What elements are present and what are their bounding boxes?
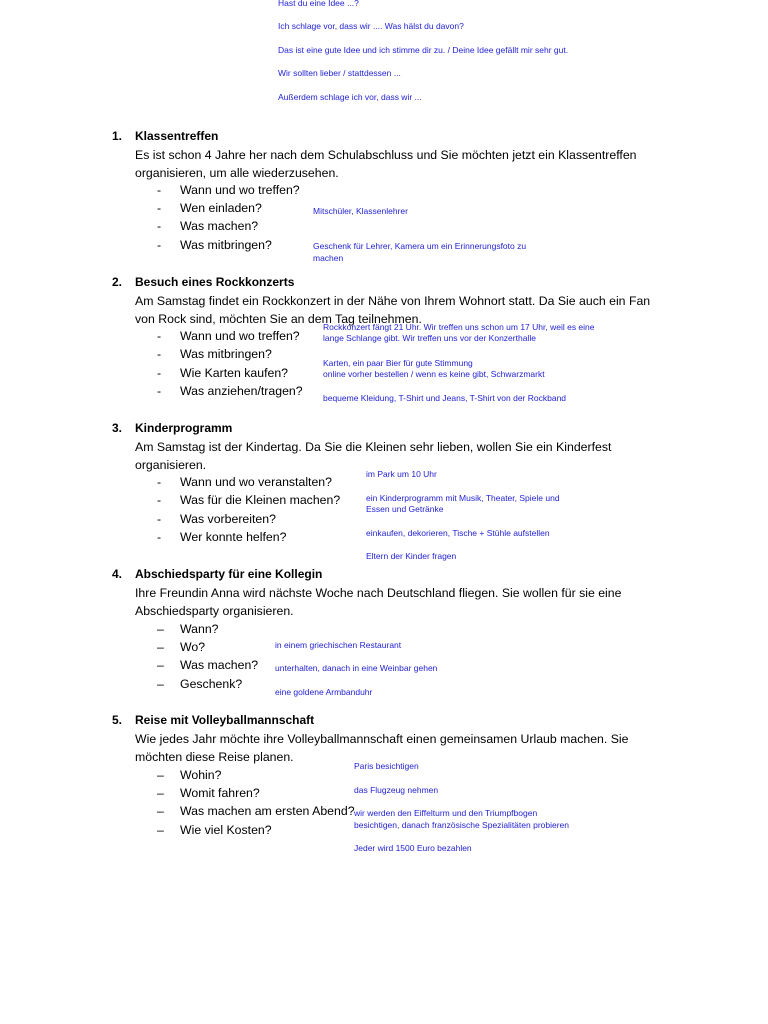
answer-note: Geschenk für Lehrer, Kamera um ein Erinnerungsfoto zu <box>313 241 527 251</box>
answer-note: besichtigen, danach französische Spezialitäten probieren <box>354 820 569 830</box>
answer-note: lange Schlange gibt. Wir treffen uns vor der Konzerthalle <box>323 333 536 343</box>
question: Wer konnte helfen? <box>180 530 287 544</box>
section-text: Wie jedes Jahr möchte ihre Volleyballmannschaft einen gemeinsamen Urlaub machen. Sie <box>135 732 629 746</box>
question: Was für die Kleinen machen? <box>180 493 341 507</box>
phrase: Ich schlage vor, dass wir .... Was hälst du davon? <box>278 21 464 31</box>
answer-note: Mitschüler, Klassenlehrer <box>313 206 408 216</box>
phrase: Wir sollten lieber / stattdessen ... <box>278 68 401 78</box>
bullet: - <box>157 493 162 507</box>
phrase: Das ist eine gute Idee und ich stimme dir zu. / Deine Idee gefällt mir sehr gut. <box>278 45 569 55</box>
answer-note: ein Kinderprogramm mit Musik, Theater, Spiele und <box>366 493 560 503</box>
section-text: organisieren. <box>135 458 207 472</box>
question: Was vorbereiten? <box>180 512 276 526</box>
section-title: Reise mit Volleyballmannschaft <box>135 713 315 727</box>
section-text: organisieren, um alle wiederzusehen. <box>135 166 339 180</box>
bullet: - <box>157 366 162 380</box>
question: Was mitbringen? <box>180 347 272 361</box>
bullet: – <box>157 622 164 636</box>
section-text: Ihre Freundin Anna wird nächste Woche nach Deutschland fliegen. Sie wollen für sie eine <box>135 586 622 600</box>
answer-note: in einem griechischen Restaurant <box>275 640 402 650</box>
question: Wann und wo treffen? <box>180 183 300 197</box>
question: Was machen? <box>180 219 259 233</box>
bullet: - <box>157 530 162 544</box>
answer-note: bequeme Kleidung, T-Shirt und Jeans, T-Shirt von der Rockband <box>323 393 567 403</box>
section-title: Klassentreffen <box>135 129 219 143</box>
bullet: – <box>157 804 164 818</box>
bullet: - <box>157 183 162 197</box>
bullet: - <box>157 238 162 252</box>
bullet: - <box>157 475 162 489</box>
bullet: - <box>157 219 162 233</box>
answer-note: Paris besichtigen <box>354 761 419 771</box>
answer-note: Jeder wird 1500 Euro bezahlen <box>354 843 472 853</box>
section-number: 3. <box>112 421 123 435</box>
bullet: – <box>157 768 164 782</box>
section-text: möchten diese Reise planen. <box>135 750 294 764</box>
answer-note: einkaufen, dekorieren, Tische + Stühle aufstellen <box>366 528 550 538</box>
section-text: Am Samstag findet ein Rockkonzert in der Nähe von Ihrem Wohnort statt. Da Sie auch ein Fan <box>135 294 651 308</box>
bullet: – <box>157 823 164 837</box>
answer-note: online vorher bestellen / wenn es keine gibt, Schwarzmarkt <box>323 369 545 379</box>
bullet: - <box>157 512 162 526</box>
answer-note: das Flugzeug nehmen <box>354 785 439 795</box>
phrase: Außerdem schlage ich vor, dass wir ... <box>278 92 422 102</box>
answer-note: unterhalten, danach in eine Weinbar gehen <box>275 663 438 673</box>
section-number: 4. <box>112 567 123 581</box>
question: Wen einladen? <box>180 201 262 215</box>
bullet: - <box>157 201 162 215</box>
section-text: Es ist schon 4 Jahre her nach dem Schulabschluss und Sie möchten jetzt ein Klassentreffen <box>135 148 637 162</box>
question: Wann und wo treffen? <box>180 329 300 343</box>
bullet: – <box>157 640 164 654</box>
answer-note: Karten, ein paar Bier für gute Stimmung <box>323 358 473 368</box>
section-title: Besuch eines Rockkonzerts <box>135 275 295 289</box>
answer-note: Essen und Getränke <box>366 504 444 514</box>
section-title: Kinderprogramm <box>135 421 233 435</box>
bullet: – <box>157 786 164 800</box>
question: Wie Karten kaufen? <box>180 366 289 380</box>
question: Wie viel Kosten? <box>180 823 272 837</box>
question: Wann? <box>180 622 219 636</box>
question: Womit fahren? <box>180 786 260 800</box>
question: Was mitbringen? <box>180 238 272 252</box>
section-title: Abschiedsparty für eine Kollegin <box>135 567 323 581</box>
section-text: Am Samstag ist der Kindertag. Da Sie die Kleinen sehr lieben, wollen Sie ein Kinderfest <box>135 440 612 454</box>
phrase: Hast du eine Idee ...? <box>278 0 359 8</box>
question: Wann und wo veranstalten? <box>180 475 332 489</box>
answer-note: Rockkonzert fängt 21 Uhr. Wir treffen uns schon um 17 Uhr, weil es eine <box>323 322 595 332</box>
answer-note: Eltern der Kinder fragen <box>366 551 457 561</box>
answer-note: wir werden den Eiffelturm und den Triumpfbogen <box>354 808 538 818</box>
section-number: 1. <box>112 129 123 143</box>
section-text: Abschiedsparty organisieren. <box>135 604 294 618</box>
question: Was machen? <box>180 658 259 672</box>
section-number: 5. <box>112 713 123 727</box>
bullet: – <box>157 677 164 691</box>
bullet: – <box>157 658 164 672</box>
question: Wo? <box>180 640 206 654</box>
answer-note: im Park um 10 Uhr <box>366 469 437 479</box>
question: Geschenk? <box>180 677 243 691</box>
question: Was machen am ersten Abend? <box>180 804 355 818</box>
section-number: 2. <box>112 275 123 289</box>
bullet: - <box>157 384 162 398</box>
answer-note: machen <box>313 253 344 263</box>
answer-note: eine goldene Armbanduhr <box>275 687 373 697</box>
question: Was anziehen/tragen? <box>180 384 303 398</box>
section-text: von Rock sind, möchten Sie an dem Tag teilnehmen. <box>135 312 422 326</box>
question: Wohin? <box>180 768 222 782</box>
bullet: - <box>157 347 162 361</box>
bullet: - <box>157 329 162 343</box>
